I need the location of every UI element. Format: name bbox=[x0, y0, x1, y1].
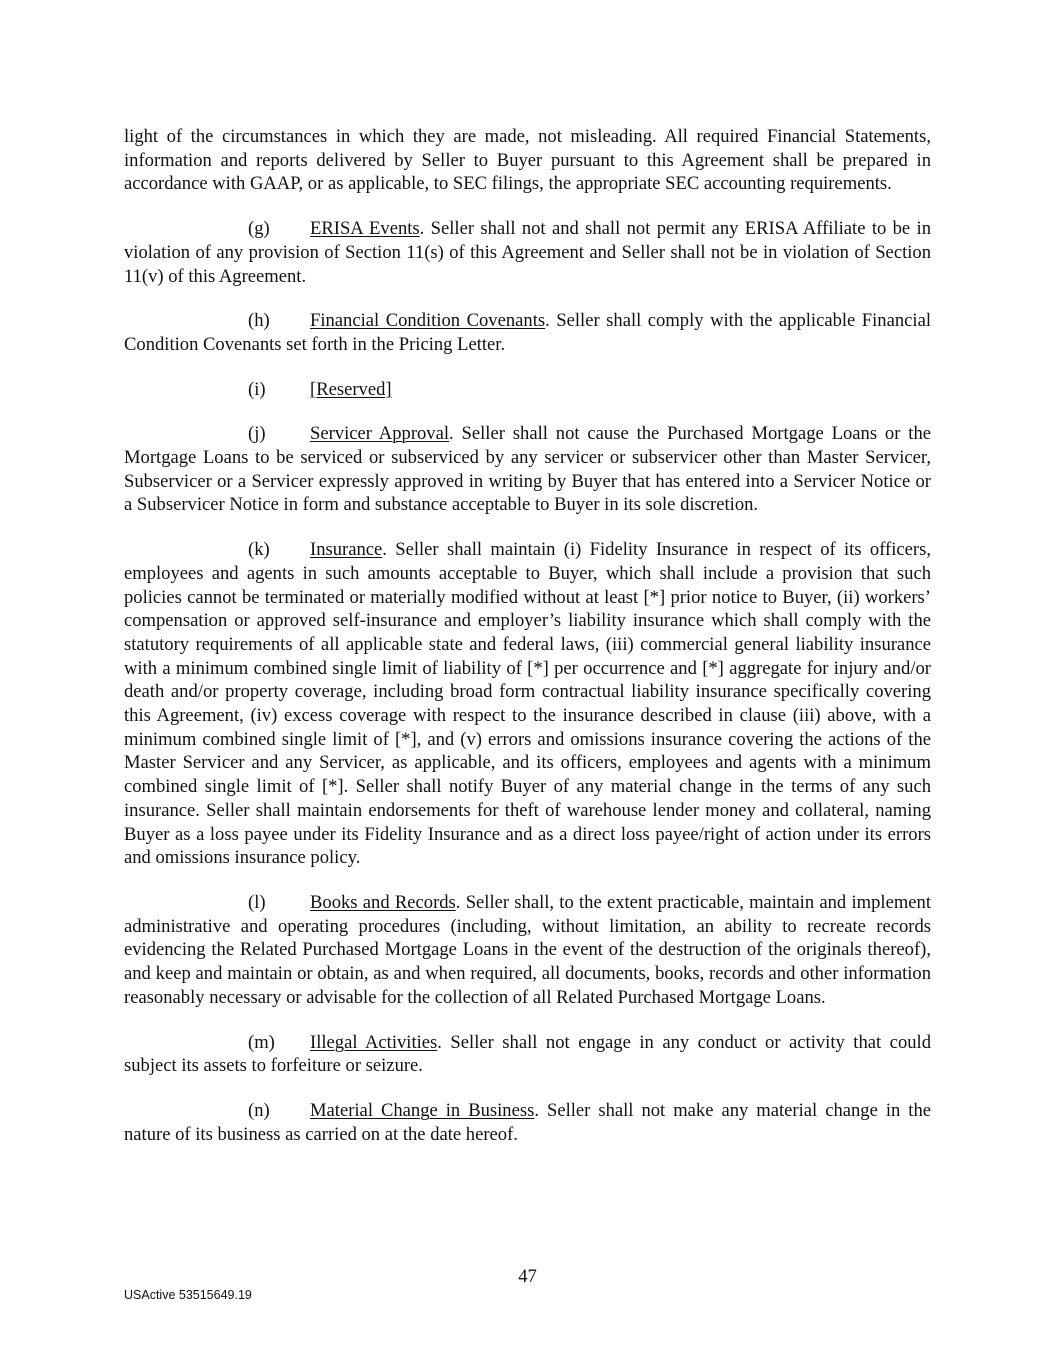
section-heading: Financial Condition Covenants bbox=[310, 310, 546, 332]
section-text: . Seller shall not make any material change in the nature of its business as carried on at the date hereof. bbox=[124, 1099, 931, 1145]
section-g bbox=[124, 217, 931, 288]
section-number: (i) bbox=[248, 378, 266, 400]
document-id-footer: USActive 53515649.19 bbox=[124, 1288, 252, 1302]
section-l bbox=[124, 891, 931, 1010]
section-number: (m) bbox=[248, 1031, 275, 1053]
section-heading: Illegal Activities bbox=[310, 1031, 438, 1053]
section-heading: Books and Records bbox=[310, 891, 456, 913]
page-number: 47 bbox=[518, 1266, 537, 1287]
section-k bbox=[124, 538, 931, 870]
section-number: (g) bbox=[248, 218, 270, 240]
section-heading: Servicer Approval bbox=[310, 423, 450, 445]
section-text: . Seller shall not and shall not permit any ERISA Affiliate to be in violation of any provision of Section 11(s) of this Agreement and Seller shall not be in violation of Section 11(v) of this Agreement. bbox=[124, 218, 931, 287]
section-heading: Insurance bbox=[310, 539, 383, 561]
document-body bbox=[124, 125, 931, 1167]
section-text: . Seller shall comply with the applicable Financial Condition Covenants set forth in the Pricing Letter. bbox=[124, 310, 931, 355]
section-h bbox=[124, 309, 931, 356]
section-j bbox=[124, 422, 931, 517]
section-heading: Material Change in Business bbox=[310, 1099, 535, 1121]
section-text: . Seller shall, to the extent practicable, maintain and implement administrative and operating procedures (including, without limitation, an ability to recreate records evidencing the Related Purchased Mortgage Loans in the event of the destruction of the originals thereof), and keep and maintain or obtain, as and when required, all documents, books, records and other information reasonably necessary or advisable for the collection of all Related Purchased Mortgage Loans. bbox=[124, 891, 931, 1008]
section-number: (n) bbox=[248, 1099, 270, 1121]
section-number: (l) bbox=[248, 891, 266, 913]
continuation-paragraph: light of the circumstances in which they are made, not misleading. All required Financial Statements, information and reports delivered by Seller to Buyer pursuant to this Agreement shall be prepared in accordance with GAAP, or as applicable, to SEC filings, the appropriate SEC accounting requirements. bbox=[124, 126, 931, 195]
section-number: (h) bbox=[248, 310, 270, 332]
section-heading: ERISA Events bbox=[310, 218, 420, 240]
section-number: (j) bbox=[248, 423, 266, 445]
section-n bbox=[124, 1099, 931, 1146]
section-text: . Seller shall not engage in any conduct or activity that could subject its assets to forfeiture or seizure. bbox=[124, 1031, 931, 1077]
section-i bbox=[124, 378, 931, 402]
section-text: . Seller shall not cause the Purchased Mortgage Loans or the Mortgage Loans to be serviced or subserviced by any servicer or subservicer other than Master Servicer, Subservicer or a Servicer expressly approved in writing by Buyer that has entered into a Servicer Notice or a Subservicer Notice in form and substance acceptable to Buyer in its sole discretion. bbox=[124, 423, 931, 516]
section-heading: [Reserved] bbox=[310, 378, 392, 400]
section-text: . Seller shall maintain (i) Fidelity Insurance in respect of its officers, employees and agents in such amounts acceptable to Buyer, which shall include a provision that such policies cannot be terminated or materially modified without at least [*] prior notice to Buyer, (ii) workers’ compensation or approved self-insurance and employer’s liability insurance which shall comply with the statutory requirements of all applicable state and federal laws, (iii) commercial general liability insurance with a minimum combined single limit of liability of [*] per occurrence and [*] aggregate for injury and/or death and/or property coverage, including broad form contractual liability insurance specifically covering this Agreement, (iv) excess coverage with respect to the insurance described in clause (iii) above, with a minimum combined single limit of [*], and (v) errors and omissions insurance covering the actions of the Master Servicer and any Servicer, as applicable, and its officers, employees and agents with a minimum combined single limit of [*]. Seller shall notify Buyer of any material change in the terms of any such insurance. Seller shall maintain endorsements for theft of warehouse lender money and collateral, naming Buyer as a loss payee under its Fidelity Insurance and as a direct loss payee/right of action under its errors and omissions insurance policy. bbox=[124, 539, 931, 869]
section-m bbox=[124, 1031, 931, 1078]
section-number: (k) bbox=[248, 539, 270, 561]
